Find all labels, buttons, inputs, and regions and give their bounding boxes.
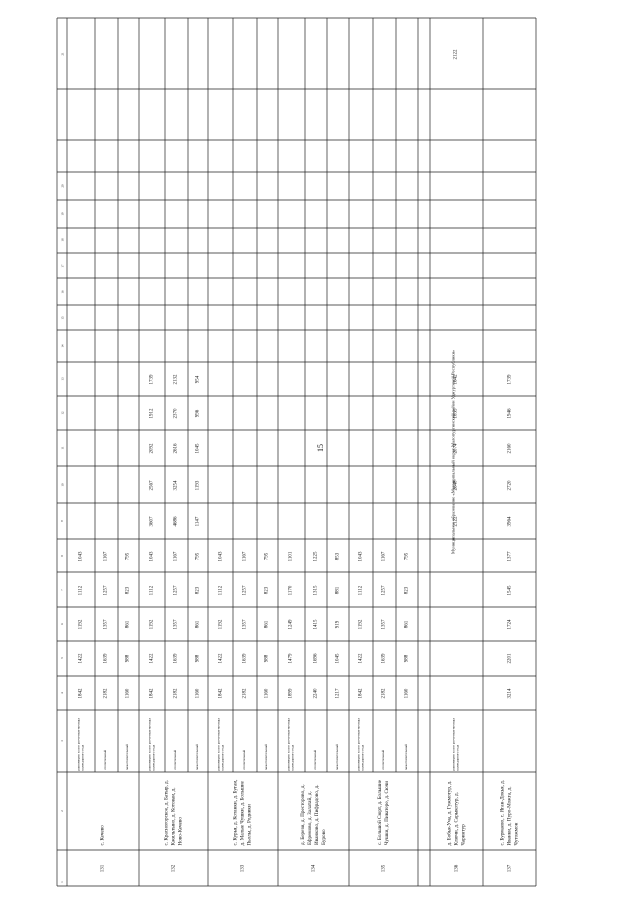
- table-cell: 861: [195, 620, 201, 628]
- mode-label: отопительный: [242, 749, 247, 770]
- table-cell: 2240: [313, 688, 319, 698]
- table-cell: 1043: [358, 551, 364, 561]
- table-cell: 1217: [335, 688, 341, 698]
- table-cell: 2370: [173, 408, 179, 418]
- table-cell: 1112: [78, 585, 84, 595]
- table-cell: 1043: [78, 551, 84, 561]
- mode-label: равномерно за все расчетные месяцы календарного года: [76, 717, 84, 771]
- table-cell: 1112: [218, 585, 224, 595]
- table-cell: 1257: [173, 585, 179, 595]
- table-cell: 1147: [195, 516, 201, 526]
- table-cell: 861: [264, 620, 270, 628]
- table-cell: 2201: [507, 653, 513, 663]
- header-cell: 3: [59, 740, 64, 742]
- table-cell: 2720: [507, 480, 513, 490]
- table-cell: 853: [335, 552, 341, 560]
- table-cell: 1257: [381, 585, 387, 595]
- row-number: 133: [240, 864, 246, 872]
- table-cell: 1724: [507, 619, 513, 629]
- table-cell: 1377: [507, 551, 513, 561]
- table-cell: 1160: [404, 688, 410, 698]
- mode-label: равномерно за все расчетные месяцы календарного года: [451, 717, 459, 771]
- row-number: 131: [100, 864, 106, 872]
- header-cell: 10: [60, 483, 64, 487]
- header-cell: 21: [60, 52, 64, 56]
- table-cell: 823: [264, 586, 270, 594]
- settlement-name: с. Курья, д. Котанки, д. Бугаи, д. Малые Чушки, д. Большие Пьолы, д. Родники: [232, 779, 253, 845]
- table-cell: 1842: [149, 688, 155, 698]
- table-cell: 2122: [453, 49, 459, 59]
- table-cell: 2182: [173, 688, 179, 698]
- header-cell: 19: [60, 212, 64, 216]
- table-cell: 919: [335, 620, 341, 628]
- mode-label: межотопительный: [195, 744, 200, 770]
- table-cell: 1160: [125, 688, 131, 698]
- table-cell: 2092: [149, 443, 155, 453]
- header-cell: 20: [60, 184, 64, 188]
- table-cell: 2182: [242, 688, 248, 698]
- table-cell: 2074: [453, 443, 459, 453]
- mode-label: межотопительный: [125, 744, 130, 770]
- table-cell: 1642: [453, 374, 459, 384]
- row-number: 136: [453, 864, 459, 872]
- table-cell: 1639: [242, 653, 248, 663]
- mode-label: отопительный: [103, 749, 108, 770]
- settlement-name: с. Красногорское, д. Батыр, д. Кжильтыно, д. Котоваи, д. Ново-Кечево: [163, 779, 183, 845]
- table-cell: 1899: [288, 688, 294, 698]
- header-cell: 8: [59, 555, 64, 557]
- table-cell: 1415: [313, 619, 319, 629]
- table-cell: 1855: [453, 408, 459, 418]
- settlement-name: д. Бобья-Уча, д. Гужмотур, д. Ключи, д. Сарыкотур, д. Чаринтур: [446, 780, 466, 845]
- table-cell: 3214: [507, 688, 513, 698]
- table-cell: 2616: [173, 443, 179, 453]
- mode-label: равномерно за все расчетные месяцы календарного года: [147, 717, 155, 771]
- table-cell: 988: [195, 654, 201, 662]
- table-cell: 1842: [78, 688, 84, 698]
- page-number: 15: [316, 444, 325, 452]
- table-cell: 1842: [218, 688, 224, 698]
- table-cell: 2122: [453, 516, 459, 526]
- table-cell: 1167: [173, 551, 179, 561]
- table-cell: 795: [404, 552, 410, 560]
- settlement-name: с. Бурмаево, с. Яган-Докья, д. Иванки, д. Пуро-Можга, д. Чутожмон: [499, 779, 519, 845]
- mode-label: отопительный: [313, 749, 318, 770]
- header-cell: 12: [60, 411, 64, 415]
- table-cell: 988: [125, 654, 131, 662]
- table-cell: 1249: [288, 619, 294, 629]
- table-cell: 1101: [288, 551, 294, 561]
- mode-label: межотопительный: [264, 744, 269, 770]
- table-cell: 1193: [195, 480, 201, 490]
- settlement-name: д. Берези, д. Престорово, д. Ефремово, д. Залатай, д. Иванково, д. Пифрадово, д. Бурово: [299, 784, 327, 845]
- header-cell: 15: [60, 316, 64, 320]
- table-cell: 1739: [507, 374, 513, 384]
- table-cell: 1357: [381, 619, 387, 629]
- settlement-name: с. Большой Сюрт, д. Большие Чушки, д. Пиватере, д. Сючи: [376, 779, 390, 845]
- table-cell: 2182: [103, 688, 109, 698]
- table-cell: 823: [125, 586, 131, 594]
- header-cell: 6: [59, 623, 64, 625]
- table-cell: 881: [335, 586, 341, 594]
- header-cell: 2: [59, 810, 64, 812]
- table-cell: 1160: [264, 688, 270, 698]
- table-cell: 861: [125, 620, 131, 628]
- table-cell: 1639: [173, 653, 179, 663]
- header-cell: 17: [60, 264, 64, 268]
- table-cell: 1422: [218, 653, 224, 663]
- table-cell: 1357: [103, 619, 109, 629]
- mode-label: равномерно за все расчетные месяцы календарного года: [356, 717, 364, 771]
- table-cell: 1160: [195, 688, 201, 698]
- table-cell: 1639: [381, 653, 387, 663]
- table-cell: 1257: [103, 585, 109, 595]
- header-cell: 14: [60, 344, 64, 348]
- row-number: 137: [506, 864, 512, 872]
- table-cell: 1045: [335, 653, 341, 663]
- row-number: 134: [310, 864, 316, 872]
- table-cell: 1043: [149, 551, 155, 561]
- header-cell: 9: [59, 520, 64, 522]
- table-cell: 2648: [453, 480, 459, 490]
- table-cell: 823: [404, 586, 410, 594]
- table-cell: 1739: [149, 374, 155, 384]
- table-cell: 1357: [173, 619, 179, 629]
- table-cell: 2160: [507, 443, 513, 453]
- mode-label: межотопительный: [404, 744, 409, 770]
- row-number: 132: [170, 864, 176, 872]
- table-cell: 1225: [313, 551, 319, 561]
- header-cell: 11: [59, 446, 64, 450]
- table-cell: 1422: [358, 653, 364, 663]
- table-cell: 795: [195, 552, 201, 560]
- table-cell: 2132: [173, 374, 179, 384]
- table-cell: 1043: [218, 551, 224, 561]
- table-cell: 1192: [218, 619, 224, 629]
- header-cell: 4: [59, 692, 64, 694]
- table-cell: 1192: [149, 619, 155, 629]
- mode-label: отопительный: [173, 749, 178, 770]
- header-cell: 18: [60, 238, 64, 242]
- table-cell: 3254: [173, 480, 179, 490]
- table-cell: 996: [195, 409, 201, 417]
- table-cell: 1112: [358, 585, 364, 595]
- table-cell: 1257: [242, 585, 248, 595]
- row-number: 135: [380, 864, 386, 872]
- table-cell: 988: [264, 654, 270, 662]
- table-cell: 795: [125, 552, 131, 560]
- header-cell: 5: [59, 657, 64, 659]
- table-cell: 1170: [288, 585, 294, 595]
- header-cell: 1: [59, 881, 64, 883]
- table-cell: 1639: [103, 653, 109, 663]
- table-cell: 823: [195, 586, 201, 594]
- table-cell: 1315: [313, 585, 319, 595]
- table-cell: 954: [195, 375, 201, 383]
- table-cell: 3964: [507, 516, 513, 526]
- table-cell: 1112: [149, 585, 155, 595]
- table-cell: 1045: [195, 443, 201, 453]
- table-cell: 861: [404, 620, 410, 628]
- table-cell: 4686: [173, 516, 179, 526]
- table-cell: 1422: [149, 653, 155, 663]
- mode-label: межотопительный: [335, 744, 340, 770]
- table-cell: 1192: [358, 619, 364, 629]
- settlement-name: с. Кечево: [99, 824, 106, 845]
- table-cell: 1357: [242, 619, 248, 629]
- header-cell: 7: [59, 589, 64, 591]
- table-cell: 1167: [242, 551, 248, 561]
- table-cell: 2182: [381, 688, 387, 698]
- table-cell: 3607: [149, 516, 155, 526]
- header-cell: 16: [60, 290, 64, 294]
- mode-label: равномерно за все расчетные месяцы календарного года: [286, 717, 294, 771]
- table-cell: 1192: [78, 619, 84, 629]
- table-cell: 795: [264, 552, 270, 560]
- mode-label: равномерно за все расчетные месяцы календарного года: [216, 717, 224, 771]
- table-cell: 2567: [149, 480, 155, 490]
- table-cell: 1696: [313, 653, 319, 663]
- table-cell: 988: [404, 654, 410, 662]
- table-cell: 1912: [149, 408, 155, 418]
- table-cell: 1946: [507, 408, 513, 418]
- table-cell: 1167: [381, 551, 387, 561]
- mode-label: отопительный: [381, 749, 386, 770]
- section-title: Муниципальное образование «Муниципальный округ Малопургинский район Удмуртской Республики»: [449, 349, 455, 554]
- table-cell: 1545: [507, 585, 513, 595]
- table-cell: 1479: [288, 653, 294, 663]
- table-cell: 1167: [103, 551, 109, 561]
- table-cell: 1422: [78, 653, 84, 663]
- table-cell: 1842: [358, 688, 364, 698]
- header-cell: 13: [60, 377, 64, 381]
